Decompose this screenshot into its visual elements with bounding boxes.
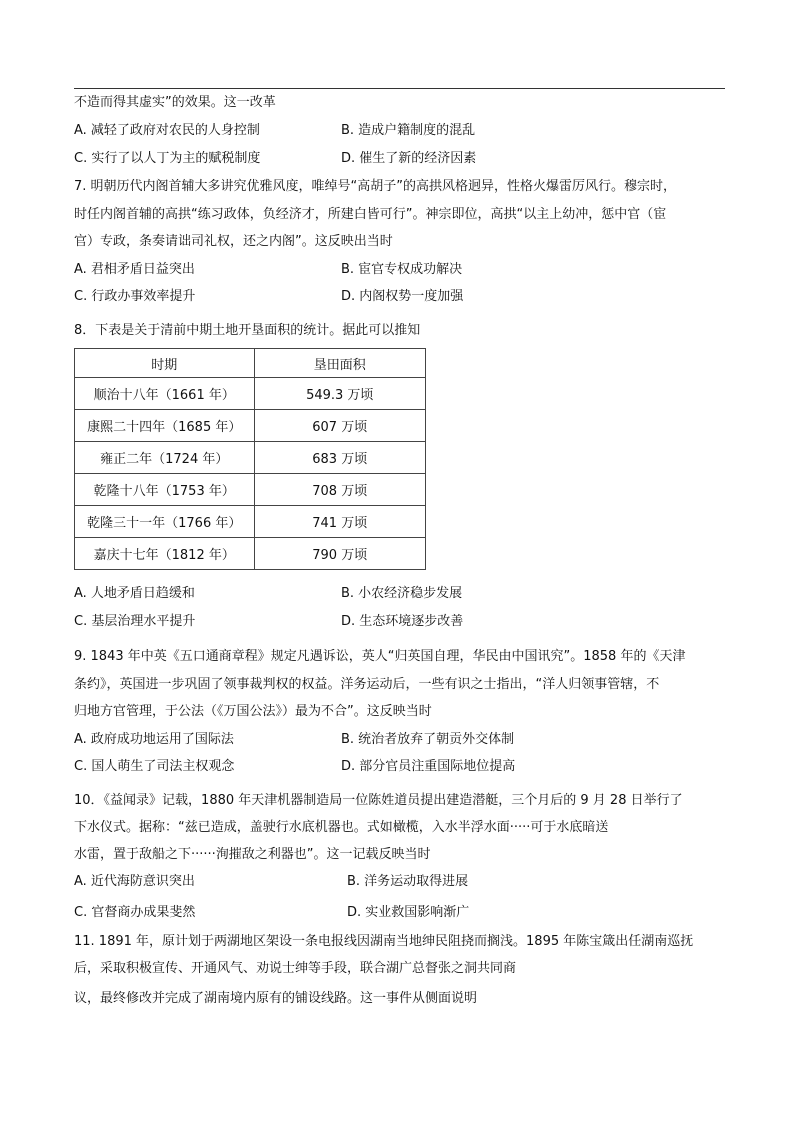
q8-option-b: B. 小农经济稳步发展 — [341, 586, 463, 601]
q9-stem-line: 条约》，英国进一步巩固了领事裁判权的权益。洋务运动后，一些有识之士指出，“洋人归领事管辖，不 — [74, 677, 660, 692]
q10-option-d: D. 实业救国影响渐广 — [347, 905, 470, 920]
table-cell-period: 雍正二年（1724 年） — [75, 442, 255, 474]
q7-option-a: A. 君相矛盾日益突出 — [74, 262, 195, 277]
q8-option-d: D. 生态环境逐步改善 — [341, 614, 464, 629]
table-cell-area: 741 万顷 — [254, 506, 426, 538]
table-cell-period: 顺治十八年（1661 年） — [75, 378, 255, 410]
option-a: A. 减轻了政府对农民的人身控制 — [74, 123, 260, 138]
q9-option-d: D. 部分官员注重国际地位提高 — [341, 759, 516, 774]
q9-option-b: B. 统治者放弃了朝贡外交体制 — [341, 732, 515, 747]
q11-stem-line: 后，采取积极宣传、开通风气、劝说士绅等手段，联合湖广总督张之洞共同商 — [74, 961, 517, 976]
q7-option-c: C. 行政办事效率提升 — [74, 289, 196, 304]
table-cell-period: 乾隆三十一年（1766 年） — [75, 506, 255, 538]
q9-stem-line: 归地方官管理，于公法（《万国公法》）最为不合”。这反映当时 — [74, 704, 432, 719]
q10-option-c: C. 官督商办成果斐然 — [74, 905, 196, 920]
q7-stem-line: 时任内阁首辅的高拱“练习政体，负经济才，所建白皆可行”。神宗即位，高拱“以主上幼冲，惩中官（宦 — [74, 207, 667, 222]
q7-stem-line: 官）专政，条奏请诎司礼权，还之内阁”。这反映出当时 — [74, 234, 393, 249]
table-cell-period: 嘉庆十七年（1812 年） — [75, 538, 255, 570]
q10-stem-line: 10．《益闻录》记载，1880 年天津机器制造局一位陈姓道员提出建造潜艇，三个月后的 9 月 28 日举行了 — [74, 793, 683, 808]
option-b: B. 造成户籍制度的混乱 — [341, 123, 476, 138]
table-cell-area: 549.3 万顷 — [254, 378, 426, 410]
q9-option-c: C. 国人萌生了司法主权观念 — [74, 759, 235, 774]
q7-option-b: B. 宦官专权成功解决 — [341, 262, 463, 277]
q10-stem-line: 下水仪式。据称：“兹已造成，盖驶行水底机器也。式如橄榄，入水半浮水面·····可于水底暗送 — [74, 820, 609, 835]
table-cell-period: 乾隆十八年（1753 年） — [75, 474, 255, 506]
q10-stem-line: 水雷，置于敌船之下······洵摧敌之利器也”。这一记载反映当时 — [74, 847, 431, 862]
q10-option-b: B. 洋务运动取得进展 — [347, 874, 469, 889]
q7-option-d: D. 内阁权势一度加强 — [341, 289, 464, 304]
table-cell-area: 708 万顷 — [254, 474, 426, 506]
table-row — [75, 506, 426, 538]
q8-stem: 8．下表是关于清前中期土地开垦面积的统计。据此可以推知 — [74, 323, 421, 338]
option-d: D. 催生了新的经济因素 — [341, 151, 477, 166]
table-row — [75, 442, 426, 474]
table-row — [75, 474, 426, 506]
table-cell-area: 607 万顷 — [254, 410, 426, 442]
table-cell-area: 683 万顷 — [254, 442, 426, 474]
q8-option-a: A. 人地矛盾日趋缓和 — [74, 586, 195, 601]
header-rule — [74, 88, 725, 89]
table-cell-area: 790 万顷 — [254, 538, 426, 570]
q10-option-a: A. 近代海防意识突出 — [74, 874, 195, 889]
table-row — [75, 378, 426, 410]
table-cell-period: 康熙二十四年（1685 年） — [75, 410, 255, 442]
q11-stem-line: 议，最终修改并完成了湖南境内原有的铺设线路。这一事件从侧面说明 — [74, 991, 478, 1006]
table-row — [75, 538, 426, 570]
land-reclamation-table — [74, 348, 426, 570]
table-header-row — [75, 349, 426, 378]
intro-line: 不造而得其虚实”的效果。这一改革 — [74, 95, 276, 110]
q8-option-c: C. 基层治理水平提升 — [74, 614, 196, 629]
table-header-period: 时期 — [75, 349, 255, 378]
q7-stem-line: 7. 明朝历代内阁首辅大多讲究优雅风度，唯绰号“高胡子”的高拱风格迥异，性格火爆雷厉风行。穆宗时， — [74, 179, 677, 194]
q11-stem-line: 11. 1891 年，原计划于两湖地区架设一条电报线因湖南当地绅民阻挠而搁浅。1895 年陈宝箴出任湖南巡抚 — [74, 934, 694, 949]
table-row — [75, 410, 426, 442]
table-header-area: 垦田面积 — [254, 349, 426, 378]
q9-stem-line: 9. 1843 年中英《五口通商章程》规定凡遇诉讼，英人“归英国自理，华民由中国讯究”。1858 年的《天津 — [74, 649, 686, 664]
option-c: C. 实行了以人丁为主的赋税制度 — [74, 151, 261, 166]
q9-option-a: A. 政府成功地运用了国际法 — [74, 732, 234, 747]
